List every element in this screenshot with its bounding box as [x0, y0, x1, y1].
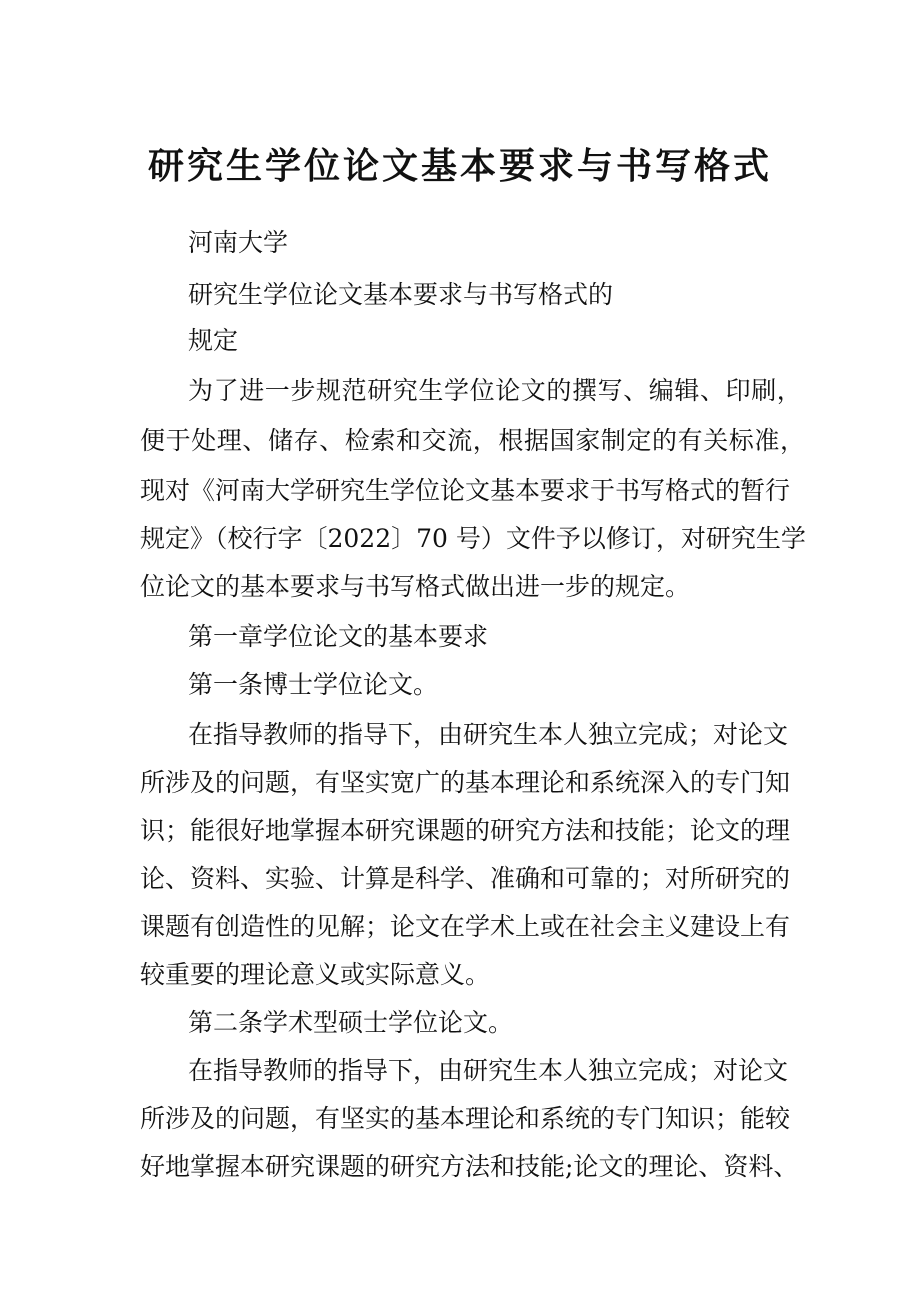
article-heading: 第二条学术型硕士学位论文。: [188, 1008, 514, 1037]
article-1-line: 较重要的理论意义或实际意义。: [140, 960, 491, 989]
chapter-heading: 第一章学位论文的基本要求: [188, 622, 489, 651]
article-heading: 第一条博士学位论文。: [188, 670, 439, 699]
article-1-line: 识；能很好地掌握本研究课题的研究方法和技能；论文的理: [140, 816, 791, 845]
article-1-line: 课题有创造性的见解；论文在学术上或在社会主义建设上有: [140, 912, 791, 941]
article-2-line: 好地掌握本研究课题的研究方法和技能;论文的理论、资料、: [140, 1152, 799, 1181]
intro-line: 规定》（校行字〔2022〕70 号）文件予以修订，对研究生学: [140, 524, 806, 553]
regulation-title-line-1: 研究生学位论文基本要求与书写格式的: [188, 280, 614, 309]
intro-line: 位论文的基本要求与书写格式做出进一步的规定。: [140, 572, 691, 601]
intro-line: 为了进一步规范研究生学位论文的撰写、编辑、印刷，: [188, 376, 803, 405]
intro-line: 便于处理、储存、检索和交流，根据国家制定的有关标准，: [140, 426, 806, 455]
regulation-title-line-2: 规定: [188, 326, 239, 355]
article-1-line: 在指导教师的指导下，由研究生本人独立完成；对论文: [188, 720, 789, 749]
university-name: 河南大学: [188, 228, 289, 257]
article-2-line: 在指导教师的指导下，由研究生本人独立完成；对论文: [188, 1056, 789, 1085]
article-1-line: 所涉及的问题，有坚实宽广的基本理论和系统深入的专门知: [140, 768, 791, 797]
intro-line: 现对《河南大学研究生学位论文基本要求于书写格式的暂行: [140, 476, 791, 505]
document-title: 研究生学位论文基本要求与书写格式: [147, 145, 772, 187]
article-1-line: 论、资料、实验、计算是科学、准确和可靠的；对所研究的: [140, 864, 791, 893]
article-2-line: 所涉及的问题，有坚实的基本理论和系统的专门知识；能较: [140, 1104, 791, 1133]
